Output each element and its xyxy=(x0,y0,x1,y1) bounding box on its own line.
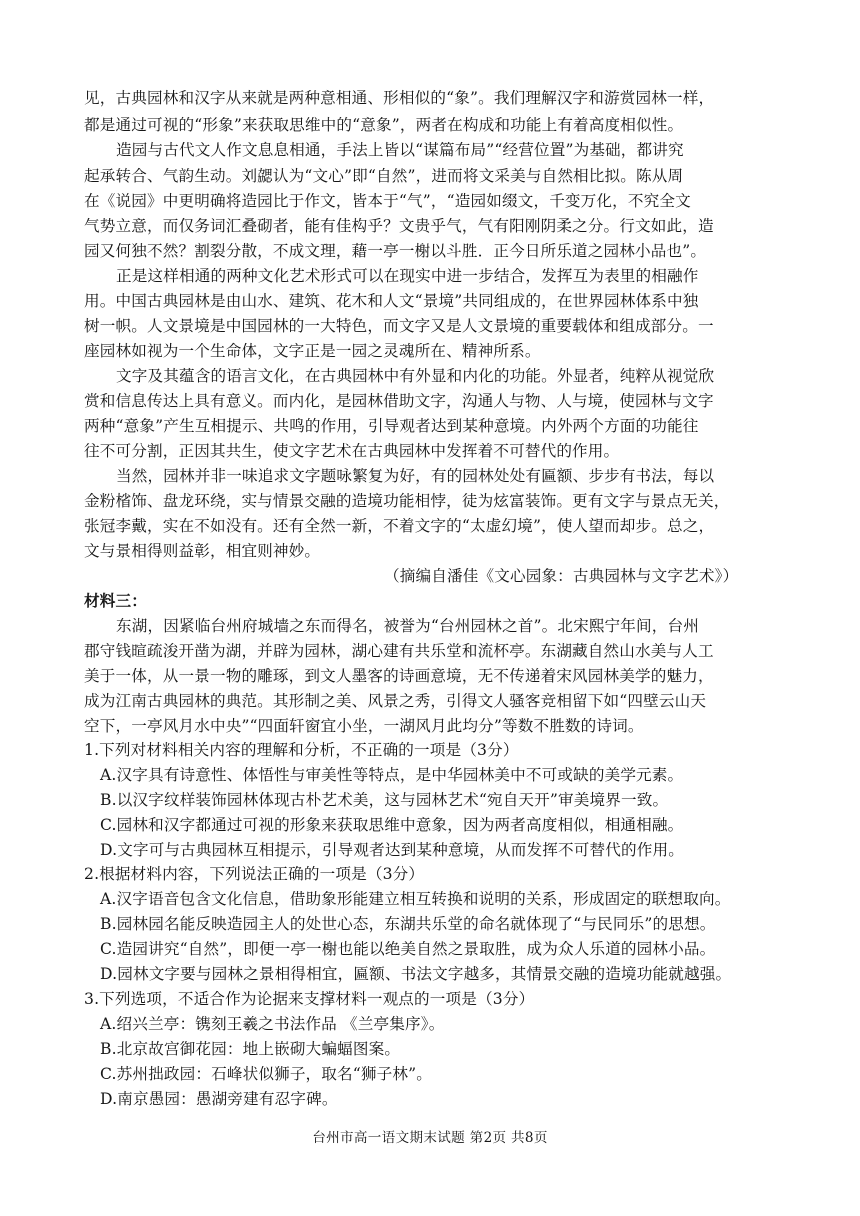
material-3-line: 郡守钱暄疏浚开凿为湖，并辟为园林，湖心建有共乐堂和流杯亭。东湖藏自然山水美与人工 xyxy=(84,642,714,660)
material-3-heading: 材料三： xyxy=(84,591,147,610)
material-3-line: 美于一体，从一景一物的雕琢，到文人墨客的诗画意境，无不传递着宋风园林美学的魅力， xyxy=(84,667,714,685)
paragraph-2-line: 造园与古代文人作文息息相通，手法上皆以“谋篇布局”“经营位置”为基础，都讲究 xyxy=(116,141,684,159)
question-3-option-d: D.南京愚园：愚湖旁建有忍字碑。 xyxy=(100,1090,338,1108)
paragraph-5-line: 文与景相得则益彰，相宜则神妙。 xyxy=(84,542,321,560)
question-2-stem: 2.根据材料内容，下列说法正确的一项是（3分） xyxy=(84,865,425,883)
paragraph-2-line: 气势立意，而仅务词汇叠砌者，能有佳构乎？文贵乎气，气有阳刚阴柔之分。行文如此，造 xyxy=(84,217,714,235)
question-3-stem: 3.下列选项，不适合作为论据来支撑材料一观点的一项是（3分） xyxy=(84,990,535,1008)
paragraph-5-line: 张冠李戴，实在不如没有。还有全然一新，不着文字的“太虚幻境”，使人望而却步。总之， xyxy=(84,517,715,535)
paragraph-1-line: 见，古典园林和汉字从来就是两种意相通、形相似的“象”。我们理解汉字和游赏园林一样， xyxy=(84,89,715,107)
paragraph-5-line: 金粉㮐饰、盘龙环绕，实与情景交融的造境功能相悖，徒为炫富装饰。更有文字与景点无关， xyxy=(84,492,730,510)
material-3-line: 空下，一亭风月水中央”“四面轩窗宜小坐，一湖风月此均分”等数不胜数的诗词。 xyxy=(84,717,644,735)
paragraph-4-line: 两种“意象”产生互相提示、共鸣的作用，引导观者达到某种意境。内外两个方面的功能往 xyxy=(84,417,699,435)
question-3-option-a: A.绍兴兰亭：镌刻王羲之书法作品 《兰亭集序》。 xyxy=(100,1015,445,1033)
paragraph-3-line: 用。中国古典园林是由山水、建筑、花木和人文“景境”共同组成的，在世界园林体系中独 xyxy=(84,292,699,310)
question-1-option-b: B.以汉字纹样装饰园林体现古朴艺术美，这与园林艺术“宛自天开”审美境界一致。 xyxy=(100,791,669,809)
question-3-option-c: C.苏州拙政园：石峰状似狮子，取名“狮子林”。 xyxy=(100,1065,433,1083)
source-citation: （摘编自潘佳《文心园象：古典园林与文字艺术》） xyxy=(384,567,739,585)
page-footer: 台州市高一语文期末试题 第2页 共8页 xyxy=(312,1130,548,1146)
question-1-option-d: D.文字可与古典园林互相提示，引导观者达到某种意境，从而发挥不可替代的作用。 xyxy=(100,841,684,859)
question-1-option-a: A.汉字具有诗意性、体悟性与审美性等特点，是中华园林美中不可或缺的美学元素。 xyxy=(100,766,684,784)
question-2-option-b: B.园林园名能反映造园主人的处世心态，东湖共乐堂的命名就体现了“与民同乐”的思想。 xyxy=(100,915,716,933)
paragraph-4-line: 文字及其蕴含的语言文化，在古典园林中有外显和内化的功能。外显者，纯粹从视觉欣 xyxy=(116,367,715,385)
paragraph-1-line: 都是通过可视的“形象”来获取思维中的“意象”，两者在构成和功能上有着高度相似性。 xyxy=(84,116,684,134)
question-2-option-c: C.造园讲究“自然”，即便一亭一榭也能以绝美自然之景取胜，成为众人乐道的园林小品。 xyxy=(100,940,716,958)
paragraph-2-line: 园又何独不然？割裂分散，不成文理，藉一亭一榭以斗胜．正今日所乐道之园林小品也”。 xyxy=(84,242,707,260)
question-2-option-d: D.园林文字要与园林之景相得相宜，匾额、书法文字越多，其情景交融的造境功能就越强。 xyxy=(100,965,732,983)
question-2-option-a: A.汉字语音包含文化信息，借助象形能建立相互转换和说明的关系，形成固定的联想取向。 xyxy=(100,890,731,908)
question-1-stem: 1.下列对材料相关内容的理解和分析，不正确的一项是（3分） xyxy=(84,741,519,759)
paragraph-3-line: 正是这样相通的两种文化艺术形式可以在现实中进一步结合，发挥互为表里的相融作 xyxy=(116,267,699,285)
paragraph-3-line: 座园林如视为一个生命体，文字正是一园之灵魂所在、精神所系。 xyxy=(84,342,541,360)
paragraph-4-line: 往不可分割，正因其共生，使文字艺术在古典园林中发挥着不可替代的作用。 xyxy=(84,442,620,460)
paragraph-5-line: 当然，园林并非一味追求文字题咏繁复为好，有的园林处处有匾额、步步有书法，每以 xyxy=(116,467,715,485)
question-3-option-b: B.北京故宫御花园：地上嵌砌大蝙蝠图案。 xyxy=(100,1040,401,1058)
material-3-line: 东湖，因紧临台州府城墙之东而得名，被誉为“台州园林之首”。北宋熙宁年间，台州 xyxy=(116,617,700,635)
question-1-option-c: C.园林和汉字都通过可视的形象来获取思维中意象，因为两者高度相似，相通相融。 xyxy=(100,816,684,834)
paragraph-4-line: 赏和信息传达上具有意义。而内化，是园林借助文字，沟通人与物、人与境，使园林与文字 xyxy=(84,392,714,410)
material-3-line: 成为江南古典园林的典范。其形制之美、风景之秀，引得文人骚客竞相留下如“四壁云山天 xyxy=(84,692,707,710)
paragraph-3-line: 树一帜。人文景境是中国园林的一大特色，而文字又是人文景境的重要载体和组成部分。一 xyxy=(84,317,714,335)
paragraph-2-line: 在《说园》中更明确将造园比于作文，皆本于“气”，“造园如缀文，千变万化，不究全文 xyxy=(84,192,691,210)
paragraph-2-line: 起承转合、气韵生动。刘勰认为“文心”即“自然”，进而将文采美与自然相比拟。陈从周 xyxy=(84,167,684,185)
